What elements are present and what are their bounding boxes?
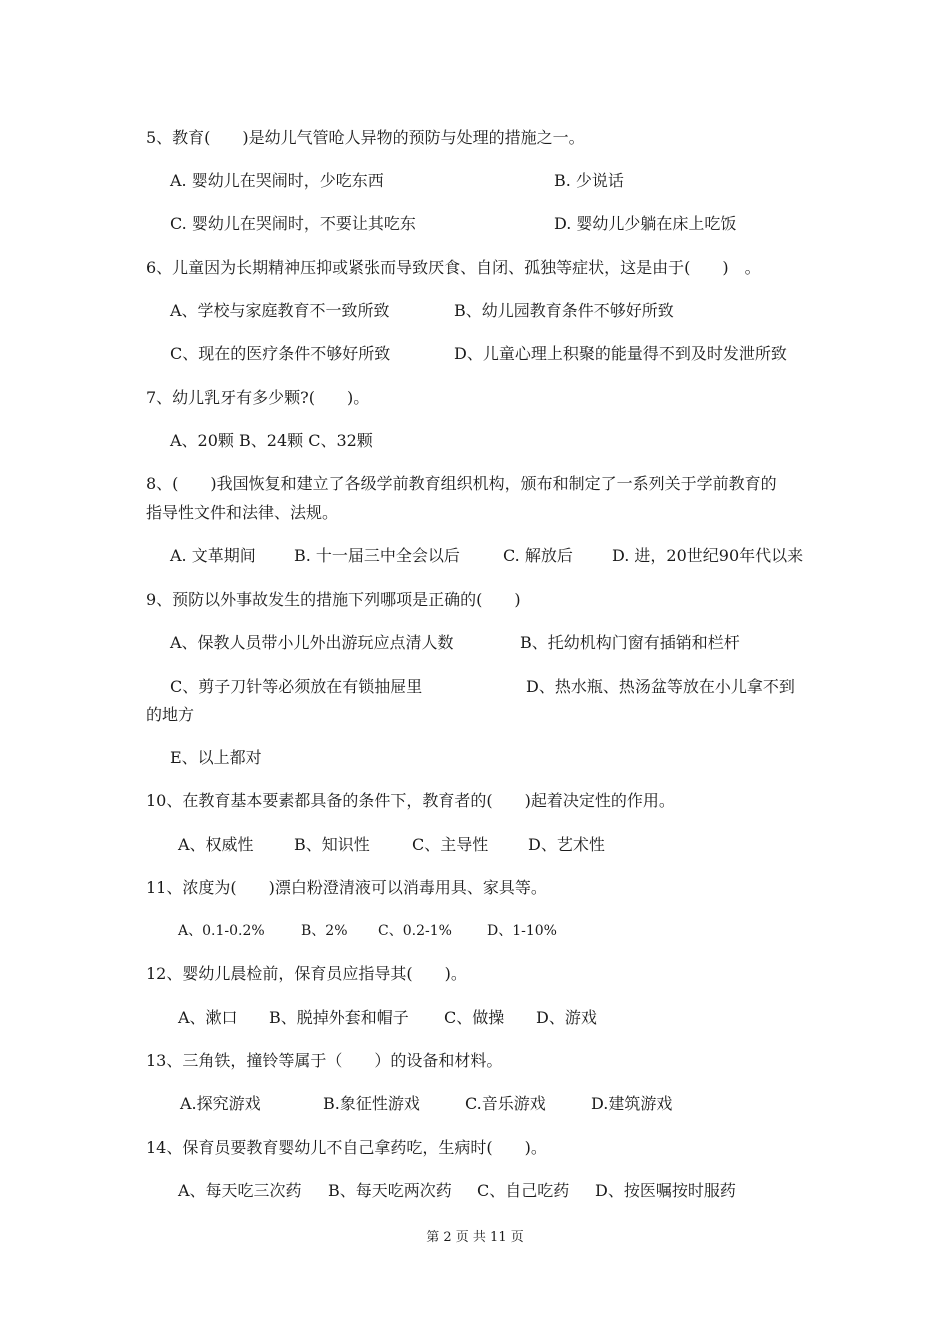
question-10-option-c: C、主导性: [412, 835, 489, 854]
question-7-stem: 7、幼儿乳牙有多少颗?( )。: [146, 388, 370, 407]
question-9-stem: 9、预防以外事故发生的措施下列哪项是正确的( ): [146, 590, 521, 609]
question-9-option-e: E、以上都对: [170, 748, 262, 767]
question-12-option-c: C、做操: [444, 1008, 505, 1027]
page-footer: 第 2 页 共 11 页: [426, 1230, 524, 1245]
question-13-option-a: A.探究游戏: [180, 1094, 261, 1113]
question-9-option-d: D、热水瓶、热汤盆等放在小儿拿不到: [526, 677, 795, 696]
question-8-option-c: C. 解放后: [503, 546, 573, 565]
question-14-option-c: C、自己吃药: [477, 1181, 570, 1200]
question-9-option-c: C、剪子刀针等必须放在有锁抽屉里: [170, 677, 423, 696]
question-13-option-c: C.音乐游戏: [465, 1094, 546, 1113]
question-13-option-d: D.建筑游戏: [591, 1094, 673, 1113]
question-6-option-d: D、儿童心理上积聚的能量得不到及时发泄所致: [454, 344, 787, 363]
question-5-stem: 5、教育( )是幼儿气管呛人异物的预防与处理的措施之一。: [146, 128, 585, 147]
question-6-stem: 6、儿童因为长期精神压抑或紧张而导致厌食、自闭、孤独等症状，这是由于( ) 。: [146, 258, 761, 277]
question-8-option-b: B. 十一届三中全会以后: [294, 546, 460, 565]
question-9-option-b: B、托幼机构门窗有插销和栏杆: [520, 633, 740, 652]
question-13-option-b: B.象征性游戏: [323, 1094, 420, 1113]
question-10-stem: 10、在教育基本要素都具备的条件下，教育者的( )起着决定性的作用。: [146, 791, 675, 810]
question-5-option-b: B. 少说话: [554, 171, 624, 190]
question-11-option-a: A、0.1-0.2%: [178, 923, 265, 939]
question-11-option-d: D、1-10%: [487, 923, 557, 939]
question-5-option-c: C. 婴幼儿在哭闹时，不要让其吃东: [170, 214, 416, 233]
question-14-option-d: D、按医嘱按时服药: [595, 1181, 736, 1200]
question-13-stem: 13、三角铁，撞铃等属于（ ）的设备和材料。: [146, 1051, 503, 1070]
question-6-option-b: B、幼儿园教育条件不够好所致: [454, 301, 674, 320]
question-8-stem-line-1: 8、( )我国恢复和建立了各级学前教育组织机构，颁布和制定了一系列关于学前教育的: [146, 474, 777, 493]
question-9-option-a: A、保教人员带小儿外出游玩应点清人数: [170, 633, 454, 652]
question-6-option-a: A、学校与家庭教育不一致所致: [170, 301, 390, 320]
question-12-option-b: B、脱掉外套和帽子: [269, 1008, 409, 1027]
question-11-stem: 11、浓度为( )漂白粉澄清液可以消毒用具、家具等。: [146, 878, 547, 897]
question-8-stem-line-2: 指导性文件和法律、法规。: [146, 503, 339, 522]
question-10-option-d: D、艺术性: [528, 835, 605, 854]
question-8-option-d: D. 进，20世纪90年代以来: [612, 546, 804, 565]
question-10-option-a: A、权威性: [178, 835, 254, 854]
question-12-stem: 12、婴幼儿晨检前，保育员应指导其( )。: [146, 964, 467, 983]
question-11-option-b: B、2%: [301, 923, 348, 939]
question-11-option-c: C、0.2-1%: [378, 923, 452, 939]
question-14-option-a: A、每天吃三次药: [178, 1181, 302, 1200]
question-12-option-d: D、游戏: [536, 1008, 597, 1027]
question-7-options: A、20颗 B、24颗 C、32颗: [170, 431, 373, 450]
question-9-option-d-continued: 的地方: [146, 705, 195, 724]
question-6-option-c: C、现在的医疗条件不够好所致: [170, 344, 391, 363]
question-8-option-a: A. 文革期间: [170, 546, 256, 565]
question-5-option-a: A. 婴幼儿在哭闹时，少吃东西: [170, 171, 384, 190]
question-5-option-d: D. 婴幼儿少躺在床上吃饭: [554, 214, 737, 233]
question-14-stem: 14、保育员要教育婴幼儿不自己拿药吃，生病时( )。: [146, 1138, 547, 1157]
question-14-option-b: B、每天吃两次药: [328, 1181, 452, 1200]
question-12-option-a: A、漱口: [178, 1008, 238, 1027]
question-10-option-b: B、知识性: [294, 835, 370, 854]
